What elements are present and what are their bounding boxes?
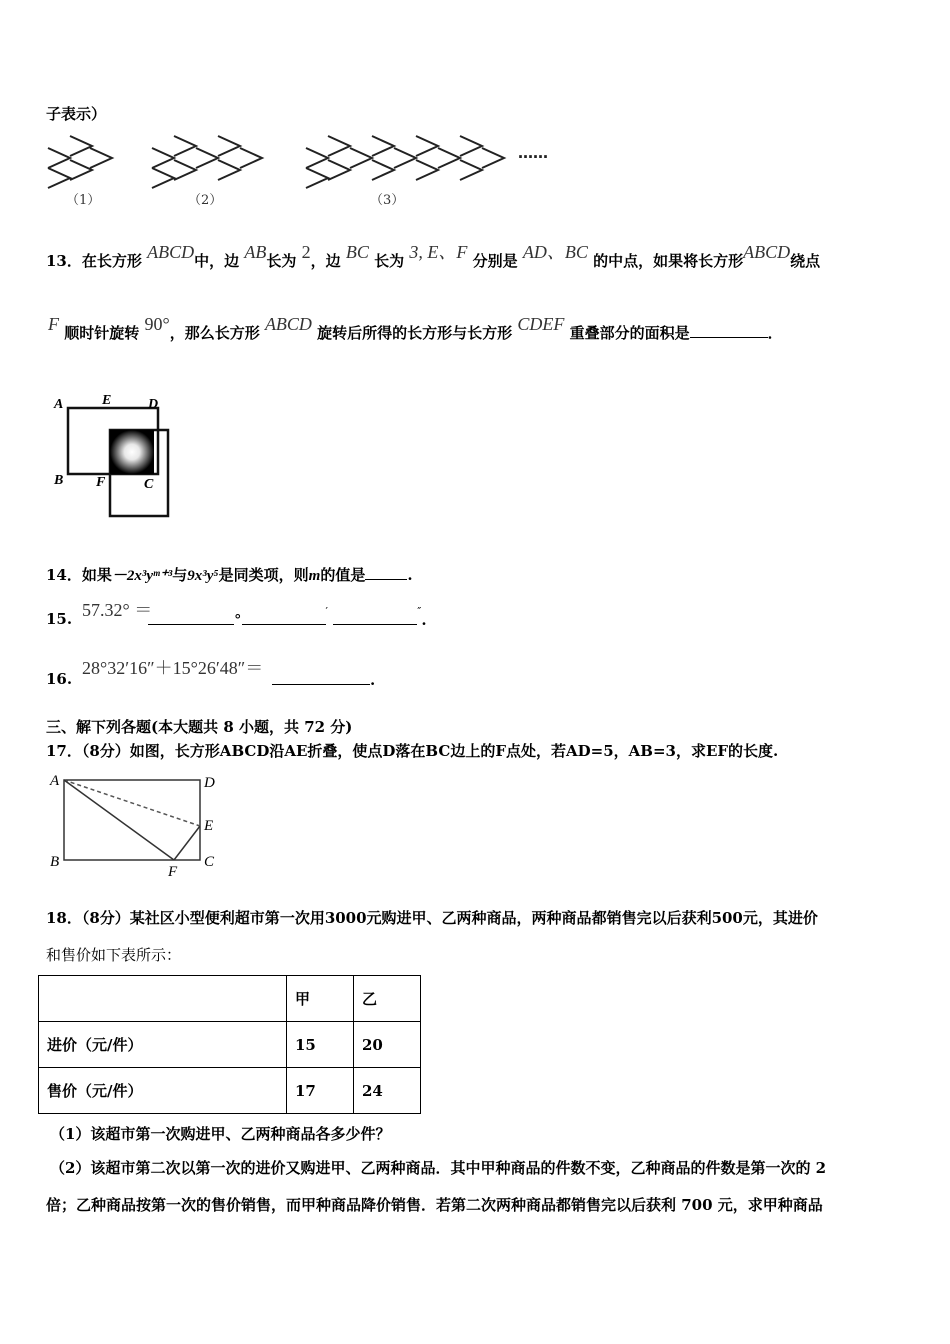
price-table xyxy=(38,975,421,1114)
table-header-cell: 乙 xyxy=(354,976,421,1022)
table-header-row xyxy=(39,976,421,1022)
q17-rectangle xyxy=(64,780,200,860)
q15-blank-minutes[interactable] xyxy=(242,610,326,625)
question-13-line-2 xyxy=(48,314,783,343)
table-header-cell: 甲 xyxy=(287,976,354,1022)
pattern-1-shape xyxy=(48,136,112,188)
q13-label-f: F xyxy=(96,475,106,490)
q14-end: . xyxy=(407,566,413,584)
q15-second-sign: ″ xyxy=(417,605,422,618)
q13-math-abcd-2: ABCD xyxy=(743,242,791,262)
q13-text-2: 中，边 xyxy=(194,252,240,270)
q14-text-4: 的值是 xyxy=(320,566,366,584)
q13-math-bc: BC xyxy=(345,242,369,262)
continued-text: 子表示） xyxy=(46,105,107,123)
q15-blank-seconds[interactable] xyxy=(333,610,417,625)
q15-expr: 57.32° ＝ xyxy=(82,600,153,620)
question-13-line-1 xyxy=(46,242,821,272)
question-14 xyxy=(46,564,413,585)
question-15 xyxy=(82,596,152,622)
fig-label-2: （2） xyxy=(188,193,223,208)
q14-text-3: 是同类项，则 xyxy=(218,566,309,584)
q13-math-adbc: AD、BC xyxy=(522,242,588,262)
pattern-3-shape xyxy=(306,136,504,188)
fig-label-1: （1） xyxy=(66,193,101,208)
q13-math-abcd-3: ABCD xyxy=(264,314,312,334)
q17-label-e: E xyxy=(204,818,214,834)
q13-rectangle-figure xyxy=(48,392,188,522)
question-18-sub-2-line-1: （2）该超市第二次以第一次的进价又购进甲、乙两种商品．其中甲种商品的件数不变，乙种商品的件数是第一次的 2 xyxy=(50,1159,827,1177)
q13-label-c: C xyxy=(144,477,154,492)
q13-math-3ef: 3, E、F xyxy=(409,242,468,262)
q13-text-10: ，那么长方形 xyxy=(169,324,260,342)
table-cell: 售价（元/件） xyxy=(39,1068,287,1114)
arrow-pattern-figure xyxy=(40,128,560,208)
q17-label-b: B xyxy=(50,854,60,870)
q13-text-3: 长为 xyxy=(266,252,297,270)
q14-expr-2: 9x³y⁵ xyxy=(187,568,219,584)
question-15-number: 15. xyxy=(46,610,73,628)
question-18-sub-1: （1）该超市第一次购进甲、乙两种商品各多少件？ xyxy=(50,1125,391,1143)
question-18-sub-2-line-2: 倍；乙种商品按第一次的售价销售，而甲种商品降价销售．若第二次两种商品都销售完以后获利 700 元，求甲种商品 xyxy=(46,1196,823,1214)
question-16-number: 16. xyxy=(46,670,73,688)
q17-fold-figure xyxy=(46,770,236,880)
question-16 xyxy=(82,654,263,680)
q17-label-c: C xyxy=(204,854,215,870)
q15-blank-degrees[interactable] xyxy=(148,610,234,625)
q13-number: 13． xyxy=(46,252,82,270)
question-16-blank-row xyxy=(272,670,375,689)
q13-math-ab: AB xyxy=(244,242,267,262)
q13-text-5: 长为 xyxy=(374,252,405,270)
table-row xyxy=(39,1022,421,1068)
q17-label-d: D xyxy=(204,775,215,791)
q16-expr: 28°32′16″＋15°26′48″＝ xyxy=(82,658,264,678)
q13-label-d: D xyxy=(148,397,159,412)
q13-text-7: 的中点，如果将长方形 xyxy=(593,252,744,270)
table-cell: 24 xyxy=(354,1068,421,1114)
q14-number: 14． xyxy=(46,566,82,584)
q17-fold-line-ae xyxy=(64,780,200,826)
q13-text-1: 在长方形 xyxy=(81,252,142,270)
ellipsis: …… xyxy=(518,144,548,162)
table-header-cell xyxy=(39,976,287,1022)
q13-text-8: 绕点 xyxy=(790,252,821,270)
fig-label-3: （3） xyxy=(370,193,405,208)
q17-label-a: A xyxy=(50,773,60,789)
table-cell: 17 xyxy=(287,1068,354,1114)
q16-answer-blank[interactable] xyxy=(272,670,370,685)
q14-answer-blank[interactable] xyxy=(365,565,407,580)
q13-label-a: A xyxy=(54,397,64,412)
table-cell: 20 xyxy=(354,1022,421,1068)
q13-end: ． xyxy=(767,324,783,342)
question-15-blanks xyxy=(148,605,427,629)
q17-segment-fe xyxy=(174,826,200,860)
q14-var-m: m xyxy=(308,568,321,584)
q13-text-4: ，边 xyxy=(310,252,341,270)
q13-math-2: 2 xyxy=(301,242,311,262)
q17-label-f: F xyxy=(168,864,178,880)
q15-end: . xyxy=(421,611,427,629)
q13-text-12: 重叠部分的面积是 xyxy=(569,324,690,342)
q13-answer-blank[interactable] xyxy=(690,323,768,338)
q17-segment-af xyxy=(64,780,174,860)
q16-end: . xyxy=(370,671,376,689)
section-3-title: 三、解下列各题(本大题共 8 小题，共 72 分) xyxy=(46,718,353,736)
table-cell: 15 xyxy=(287,1022,354,1068)
q13-overlap-region xyxy=(110,430,154,474)
question-18-line-2: 和售价如下表所示： xyxy=(46,946,182,964)
q14-text-1: 如果 xyxy=(81,566,112,584)
q15-minute-sign: ′ xyxy=(325,605,328,618)
table-row xyxy=(39,1068,421,1114)
pattern-2-shape xyxy=(152,136,262,188)
q13-label-b: B xyxy=(54,473,64,488)
table-cell: 进价（元/件） xyxy=(39,1022,287,1068)
q14-text-2: 与 xyxy=(172,566,188,584)
q13-math-90: 90° xyxy=(144,314,170,334)
question-18-line-1: 18．（8分）某社区小型便利超市第一次用3000元购进甲、乙两种商品，两种商品都销售完以后获利500元，其进价 xyxy=(46,909,818,927)
q13-text-11: 旋转后所得的长方形与长方形 xyxy=(317,324,513,342)
q13-label-e: E xyxy=(102,393,112,408)
q15-degree-sign: ° xyxy=(234,611,242,629)
q13-math-cdef: CDEF xyxy=(517,314,565,334)
q13-text-9: 顺时针旋转 xyxy=(64,324,140,342)
q13-math-f: F xyxy=(48,314,59,334)
q14-expr-1: －2x³yᵐ⁺³ xyxy=(111,568,173,584)
question-17: 17．（8分）如图，长方形ABCD沿AE折叠，使点D落在BC边上的F点处，若AD=5，AB=3，求EF的长度. xyxy=(46,742,779,760)
q13-text-6: 分别是 xyxy=(472,252,518,270)
q13-math-abcd: ABCD xyxy=(147,242,195,262)
